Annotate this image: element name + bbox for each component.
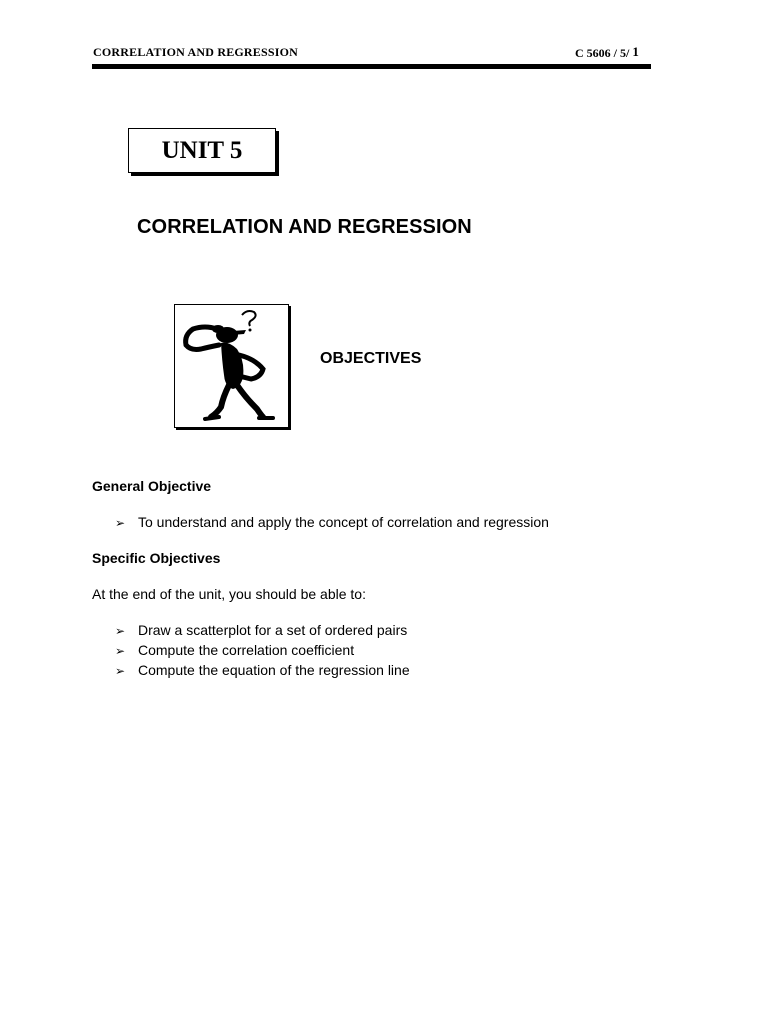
- bullet-arrow-icon: ➢: [115, 644, 126, 658]
- unit-label-box: [128, 128, 276, 173]
- running-header-title: CORRELATION AND REGRESSION: [93, 45, 299, 59]
- specific-objectives-heading: Specific Objectives: [92, 550, 221, 566]
- bullet-arrow-icon: ➢: [115, 664, 126, 678]
- specific-objective-text: Compute the equation of the regression line: [138, 662, 410, 678]
- general-objective-heading: General Objective: [92, 478, 212, 494]
- general-objective-text: To understand and apply the concept of correlation and regression: [138, 514, 549, 530]
- page-number: 1: [632, 44, 639, 59]
- list-item: [115, 514, 549, 530]
- course-code: C 5606 / 5/: [575, 46, 633, 60]
- list-item: [115, 662, 410, 678]
- specific-objective-text: Compute the correlation coefficient: [138, 642, 355, 658]
- list-item: [115, 642, 354, 658]
- bullet-arrow-icon: ➢: [115, 516, 126, 530]
- thinking-man-icon: [175, 305, 288, 427]
- specific-objective-text: Draw a scatterplot for a set of ordered pairs: [138, 622, 408, 638]
- running-header-code: [575, 45, 639, 61]
- specific-objectives-intro: At the end of the unit, you should be able to:: [92, 586, 366, 602]
- header-rule: [92, 64, 651, 69]
- unit-label: UNIT 5: [161, 136, 243, 164]
- page-title: CORRELATION AND REGRESSION: [137, 216, 472, 238]
- thinking-man-illustration: [174, 304, 289, 428]
- list-item: [115, 622, 407, 638]
- bullet-arrow-icon: ➢: [115, 624, 126, 638]
- objectives-heading: OBJECTIVES: [320, 350, 422, 367]
